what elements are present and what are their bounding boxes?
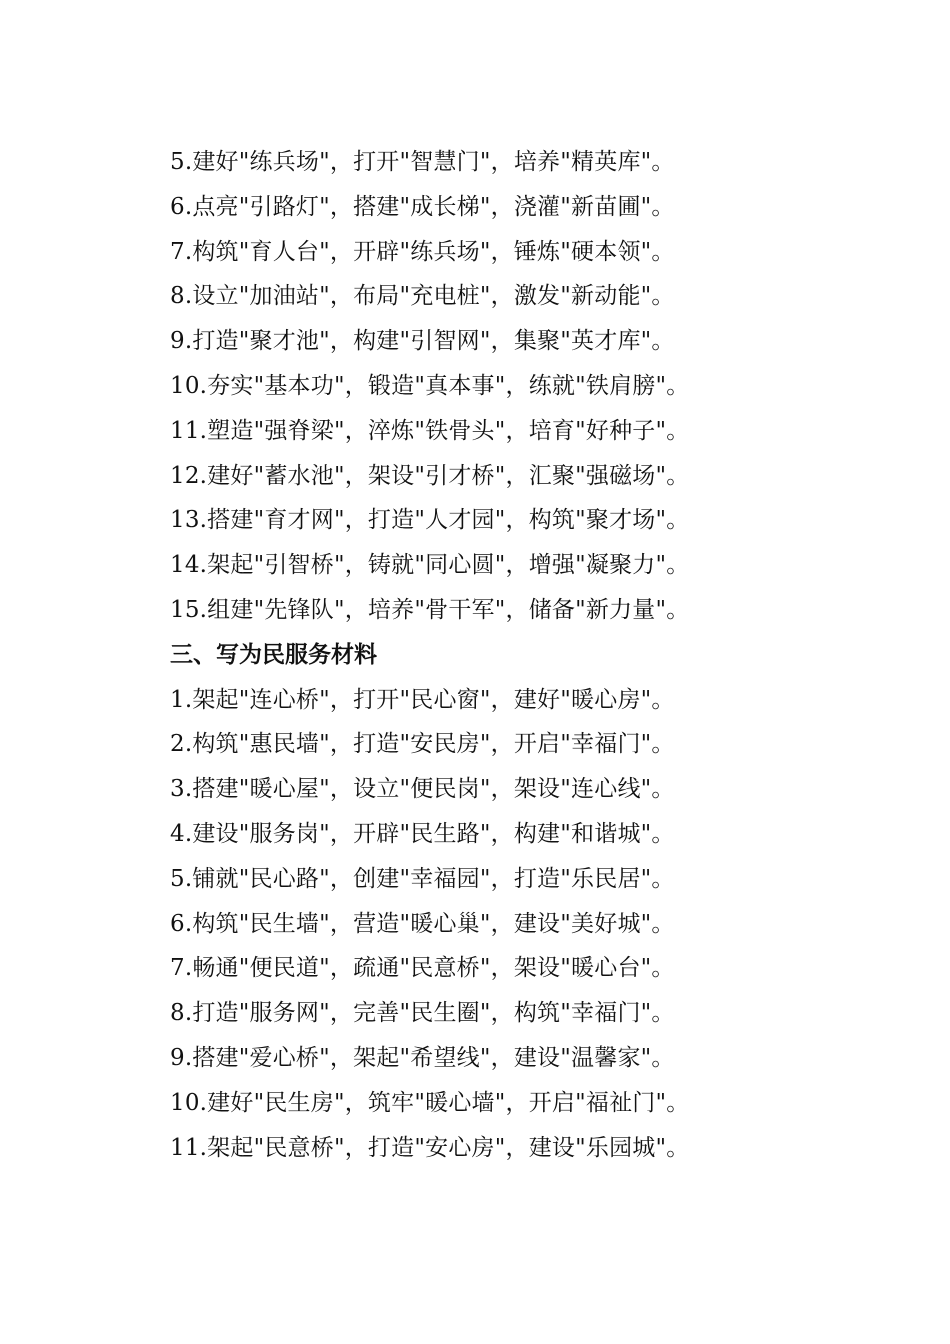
list-item: 14.架起"引智桥"，铸就"同心圆"，增强"凝聚力"。: [170, 552, 690, 579]
list-item: 10.建好"民生房"，筑牢"暖心墙"，开启"福祉门"。: [170, 1089, 690, 1116]
list-item: 11.架起"民意桥"，打造"安心房"，建设"乐园城"。: [170, 1134, 690, 1161]
list-item: 5.建好"练兵场"，打开"智慧门"，培养"精英库"。: [170, 149, 675, 175]
list-item: 9.打造"聚才池"，构建"引智网"，集聚"英才库"。: [170, 328, 675, 355]
list-item: 6.构筑"民生墙"，营造"暖心巢"，建设"美好城"。: [170, 910, 675, 937]
list-item: 2.构筑"惠民墙"，打造"安民房"，开启"幸福门"。: [170, 731, 675, 758]
section-heading: 三、写为民服务材料: [170, 641, 377, 668]
list-item: 7.构筑"育人台"，开辟"练兵场"，锤炼"硬本领"。: [170, 238, 675, 265]
list-item: 15.组建"先锋队"，培养"骨干军"，储备"新力量"。: [170, 596, 690, 623]
list-item: 9.搭建"爱心桥"，架起"希望线"，建设"温馨家"。: [170, 1044, 675, 1071]
list-item: 7.畅通"便民道"，疏通"民意桥"，架设"暖心台"。: [170, 955, 675, 982]
list-item: 3.搭建"暖心屋"，设立"便民岗"，架设"连心线"。: [170, 776, 675, 803]
list-item: 4.建设"服务岗"，开辟"民生路"，构建"和谐城"。: [170, 820, 675, 847]
list-item: 12.建好"蓄水池"，架设"引才桥"，汇聚"强磁场"。: [170, 462, 690, 489]
list-item: 6.点亮"引路灯"，搭建"成长梯"，浇灌"新苗圃"。: [170, 193, 675, 220]
document-body: [170, 140, 930, 1170]
list-item: 10.夯实"基本功"，锻造"真本事"，练就"铁肩膀"。: [170, 372, 690, 399]
list-item: 1.架起"连心桥"，打开"民心窗"，建好"暖心房"。: [170, 686, 675, 713]
list-item: 8.设立"加油站"，布局"充电桩"，激发"新动能"。: [170, 283, 675, 310]
list-item: 5.铺就"民心路"，创建"幸福园"，打造"乐民居"。: [170, 865, 675, 892]
list-item: 11.塑造"强脊梁"，淬炼"铁骨头"，培育"好种子"。: [170, 417, 690, 444]
list-item: 8.打造"服务网"，完善"民生圈"，构筑"幸福门"。: [170, 1000, 675, 1027]
list-item: 13.搭建"育才网"，打造"人才园"，构筑"聚才场"。: [170, 507, 690, 534]
